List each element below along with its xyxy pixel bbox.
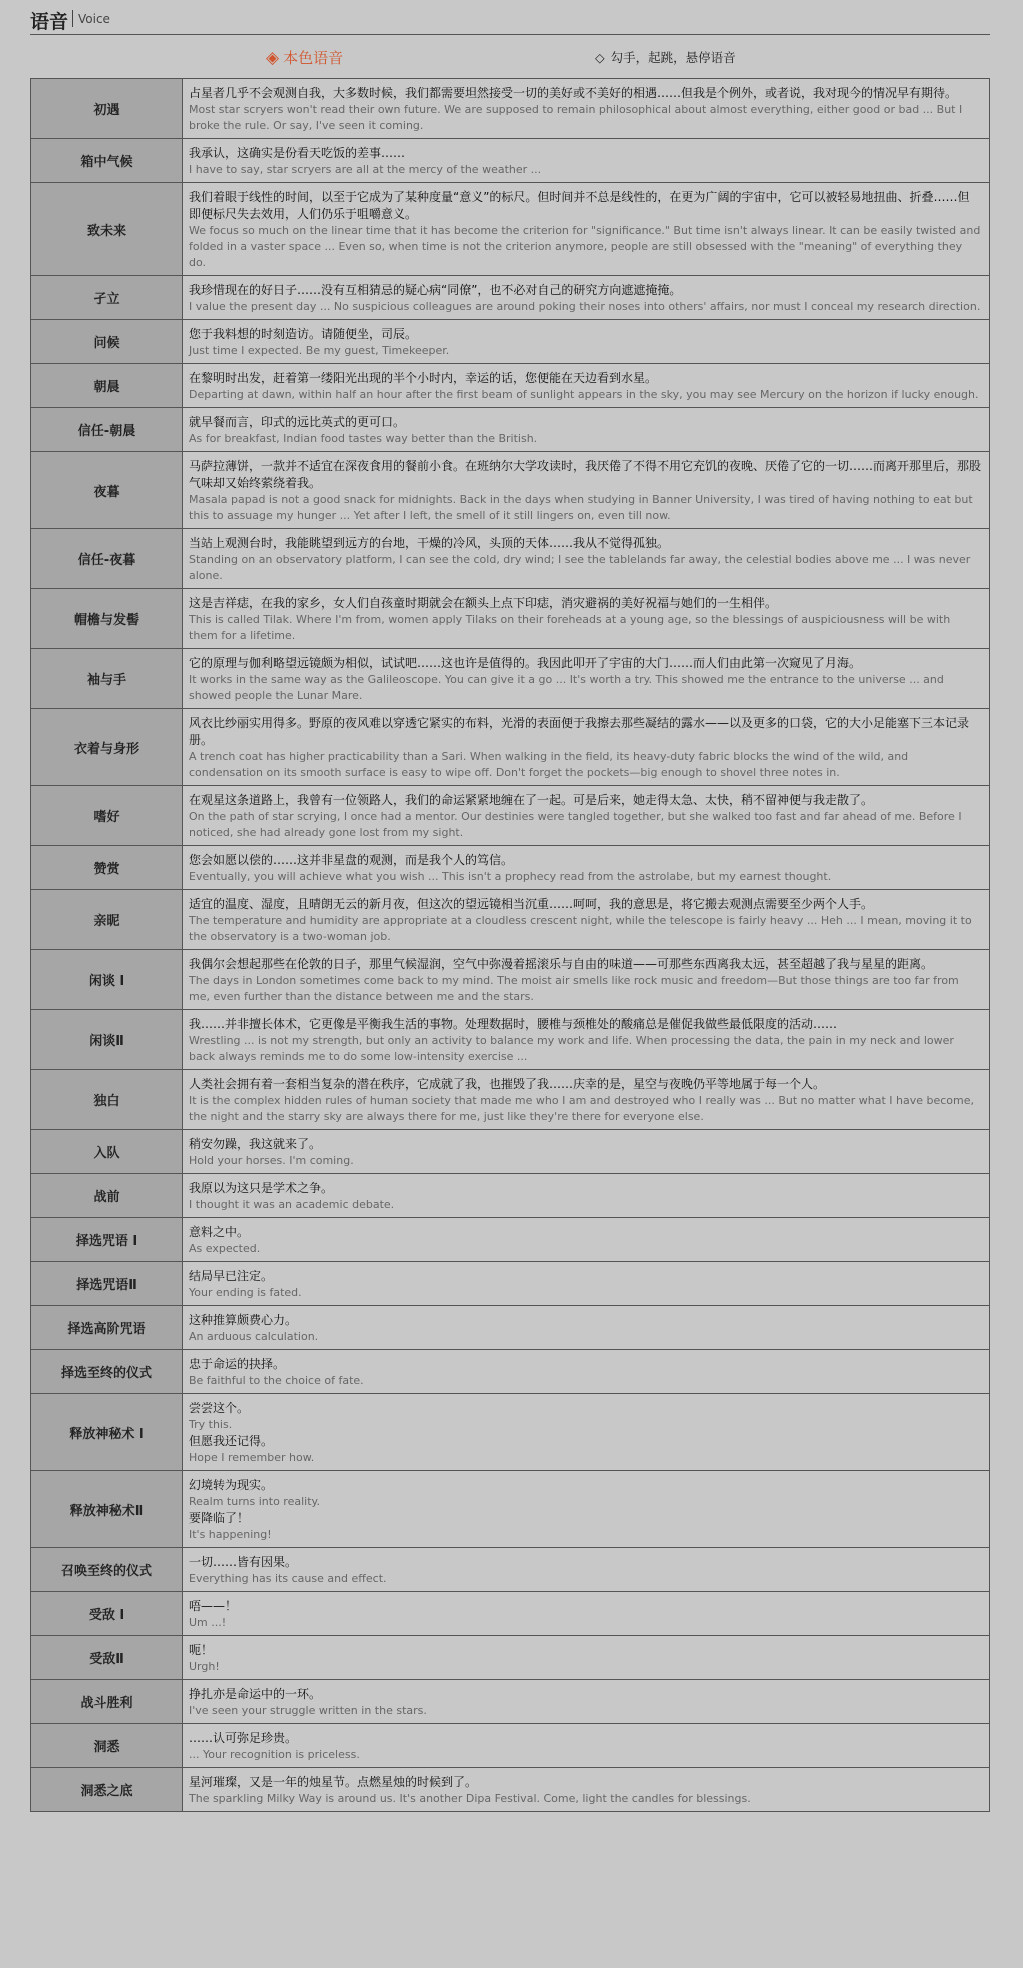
voice-line-en: Eventually, you will achieve what you wish ... This isn't a prophecy read from the astrolabe, but my earnest thought. (189, 870, 832, 883)
voice-line-en: I value the present day ... No suspicious colleagues are around poking their noses into others' affairs, nor must I conceal my research direction. (189, 300, 981, 313)
voice-label: 赞赏 (31, 846, 183, 890)
voice-label: 战斗胜利 (31, 1680, 183, 1724)
voice-line-en: Be faithful to the choice of fate. (189, 1374, 364, 1387)
voice-line-en: I thought it was an academic debate. (189, 1198, 395, 1211)
voice-row (31, 846, 990, 890)
voice-line-cn: 我承认，这确实是份看天吃饭的差事…… (189, 146, 406, 160)
voice-label: 袖与手 (31, 649, 183, 709)
voice-line-cn: 风衣比纱丽实用得多。野原的夜风难以穿透它紧实的布料，光滑的表面便于我擦去那些凝结的露水——以及更多的口袋，它的大小足能塞下三本记录册。 (189, 716, 970, 747)
voice-lines (183, 408, 990, 452)
voice-row (31, 786, 990, 846)
voice-label: 择选高阶咒语 (31, 1306, 183, 1350)
voice-label: 闲谈Ⅱ (31, 1010, 183, 1070)
voice-lines (183, 1174, 990, 1218)
voice-lines (183, 1350, 990, 1394)
voice-line-cn: 您会如愿以偿的……这并非星盘的观测，而是我个人的笃信。 (189, 853, 514, 867)
voice-line-cn: 意料之中。 (189, 1225, 250, 1239)
voice-row (31, 1010, 990, 1070)
voice-row (31, 408, 990, 452)
voice-row (31, 529, 990, 589)
voice-line-cn: 一切……皆有因果。 (189, 1555, 298, 1569)
voice-row (31, 709, 990, 786)
voice-lines (183, 1724, 990, 1768)
voice-label: 入队 (31, 1130, 183, 1174)
voice-line-cn: ……认可弥足珍贵。 (189, 1731, 298, 1745)
voice-lines (183, 1218, 990, 1262)
voice-lines (183, 709, 990, 786)
voice-row (31, 1350, 990, 1394)
voice-row (31, 1548, 990, 1592)
voice-row (31, 1218, 990, 1262)
voice-lines (183, 320, 990, 364)
voice-label: 朝晨 (31, 364, 183, 408)
voice-line-cn: 我珍惜现在的好日子……没有互相猜忌的疑心病“同僚”，也不必对自己的研究方向遮遮掩掩。 (189, 283, 682, 297)
voice-label: 信任-朝晨 (31, 408, 183, 452)
voice-label: 衣着与身形 (31, 709, 183, 786)
voice-lines (183, 79, 990, 139)
voice-line-en: Hold your horses. I'm coming. (189, 1154, 354, 1167)
voice-line-cn: 尝尝这个。 (189, 1401, 250, 1415)
voice-lines (183, 846, 990, 890)
section-subtitle: Voice (78, 12, 110, 26)
voice-lines (183, 529, 990, 589)
voice-label: 释放神秘术Ⅱ (31, 1471, 183, 1548)
voice-line-cn: 这种推算颇费心力。 (189, 1313, 298, 1327)
voice-line-en: Departing at dawn, within half an hour after the first beam of sunlight appears in the sky, you may see Mercury on the horizon if lucky enough. (189, 388, 979, 401)
voice-line-cn: 我……并非擅长体术，它更像是平衡我生活的事物。处理数据时，腰椎与颈椎处的酸痛总是催促我做些最低限度的活动…… (189, 1017, 838, 1031)
voice-line-cn: 我偶尔会想起那些在伦敦的日子，那里气候湿润，空气中弥漫着摇滚乐与自由的味道——可那些东西离我太远，甚至超越了我与星星的距离。 (189, 957, 934, 971)
voice-line-en: A trench coat has higher practicability than a Sari. When walking in the field, its heavy-duty fabric blocks the wind of the wild, and condensation on its smooth surface is easy to wipe off. Don't forget the pockets—big enough to shovel three notes in. (189, 750, 909, 779)
voice-line-en: The temperature and humidity are appropriate at a cloudless crescent night, while the telescope is fairly heavy ... Heh ... I mean, moving it to the observatory is a two-woman job. (189, 914, 972, 943)
voice-lines (183, 1262, 990, 1306)
voice-line-en: This is called Tilak. Where I'm from, women apply Tilaks on their foreheads at a young age, so the blessings of auspiciousness will be with them for a lifetime. (189, 613, 951, 642)
voice-label: 洞悉 (31, 1724, 183, 1768)
voice-line-en: It works in the same way as the Galileoscope. You can give it a go ... It's worth a try. This showed me the entrance to the universe ... and showed people the Lunar Mare. (189, 673, 944, 702)
voice-lines (183, 1471, 990, 1548)
voice-label: 亲昵 (31, 890, 183, 950)
voice-line-en: On the path of star scrying, I once had a mentor. Our destinies were tangled together, but she walked too fast and far ahead of me. Before I noticed, she had already gone lost from my sight. (189, 810, 962, 839)
voice-row (31, 589, 990, 649)
voice-label: 致未来 (31, 183, 183, 276)
voice-line-cn: 唔——！ (189, 1599, 238, 1613)
voice-lines (183, 452, 990, 529)
voice-lines (183, 950, 990, 1010)
tab-action-voice[interactable] (595, 48, 736, 66)
voice-lines (183, 139, 990, 183)
voice-label: 信任-夜暮 (31, 529, 183, 589)
voice-row (31, 276, 990, 320)
voice-lines (183, 1070, 990, 1130)
voice-line-cn: 占星者几乎不会观测自我，大多数时候，我们都需要坦然接受一切的美好或不美好的相遇……但我是个例外，或者说，我对现今的情况早有期待。 (189, 86, 958, 100)
voice-line-cn: 这是吉祥痣，在我的家乡，女人们自孩童时期就会在额头上点下印痣，消灾避祸的美好祝福与她们的一生相伴。 (189, 596, 778, 610)
voice-lines (183, 1130, 990, 1174)
voice-label: 择选咒语 I (31, 1218, 183, 1262)
voice-line-en: As for breakfast, Indian food tastes way better than the British. (189, 432, 538, 445)
voice-lines (183, 1636, 990, 1680)
voice-line-en: Um ...! (189, 1616, 227, 1629)
voice-row (31, 950, 990, 1010)
voice-line-en: Hope I remember how. (189, 1451, 315, 1464)
voice-label: 帽檐与发髻 (31, 589, 183, 649)
voice-row (31, 1174, 990, 1218)
voice-line-en: I have to say, star scryers are all at the mercy of the weather ... (189, 163, 542, 176)
voice-line-cn: 就早餐而言，印式的远比英式的更可口。 (189, 415, 406, 429)
voice-line-cn: 星河璀璨，又是一年的烛星节。点燃星烛的时候到了。 (189, 1775, 478, 1789)
voice-row (31, 364, 990, 408)
voice-line-en: I've seen your struggle written in the stars. (189, 1704, 427, 1717)
voice-row (31, 890, 990, 950)
title-divider (72, 10, 73, 27)
voice-line-cn: 我原以为这只是学术之争。 (189, 1181, 334, 1195)
voice-row (31, 1768, 990, 1812)
voice-row (31, 1724, 990, 1768)
voice-lines (183, 786, 990, 846)
voice-line-cn: 结局早已注定。 (189, 1269, 274, 1283)
voice-row (31, 1130, 990, 1174)
voice-line-en: We focus so much on the linear time that it has become the criterion for "significance." But time isn't always linear. It can be easily twisted and folded in a vaster space ... Even so, when time is not the criterion anymore, people are still obsessed with the "meaning" of everything they do. (189, 224, 981, 269)
voice-label: 战前 (31, 1174, 183, 1218)
voice-line-cn: 要降临了！ (189, 1511, 250, 1525)
voice-lines (183, 276, 990, 320)
voice-line-cn: 在观星这条道路上，我曾有一位领路人，我们的命运紧紧地缠在了一起。可是后来，她走得太急、太快，稍不留神便与我走散了。 (189, 793, 874, 807)
voice-lines (183, 1548, 990, 1592)
voice-line-en: Masala papad is not a good snack for midnights. Back in the days when studying in Banner University, I was tired of having nothing to eat but this to assuage my hunger ... Yet after I left, the smell of it still lingers on, even till now. (189, 493, 973, 522)
voice-line-en: The days in London sometimes come back to my mind. The moist air smells like rock music and freedom—But those things are too far from me, even further than the distance between me and the stars. (189, 974, 959, 1003)
voice-line-en: As expected. (189, 1242, 261, 1255)
voice-lines (183, 1306, 990, 1350)
voice-line-en: The sparkling Milky Way is around us. It's another Dipa Festival. Come, light the candles for blessings. (189, 1792, 751, 1805)
voice-line-en: Standing on an observatory platform, I can see the cold, dry wind; I see the tablelands far away, the celestial bodies above me ... I was never alone. (189, 553, 971, 582)
voice-row (31, 1306, 990, 1350)
voice-line-cn: 呃！ (189, 1643, 214, 1657)
voice-line-cn: 在黎明时出发，赶着第一缕阳光出现的半个小时内，幸运的话，您便能在天边看到水星。 (189, 371, 658, 385)
voice-label: 受敌Ⅱ (31, 1636, 183, 1680)
voice-line-en: It's happening! (189, 1528, 272, 1541)
section-header (30, 0, 990, 35)
voice-lines (183, 649, 990, 709)
voice-row (31, 1471, 990, 1548)
voice-label: 夜暮 (31, 452, 183, 529)
voice-line-en: Urgh! (189, 1660, 220, 1673)
voice-label: 释放神秘术 I (31, 1394, 183, 1471)
voice-label: 受敌 I (31, 1592, 183, 1636)
voice-lines (183, 1768, 990, 1812)
voice-row (31, 139, 990, 183)
voice-line-cn: 适宜的温度、湿度，且晴朗无云的新月夜，但这次的望远镜相当沉重……呵呵，我的意思是，将它搬去观测点需要至少两个人手。 (189, 897, 874, 911)
voice-lines (183, 890, 990, 950)
voice-line-cn: 忠于命运的抉择。 (189, 1357, 286, 1371)
voice-tabs (30, 35, 990, 78)
tab-native-voice[interactable] (266, 47, 343, 68)
voice-line-cn: 它的原理与伽利略望远镜颇为相似，试试吧……这也许是值得的。我因此叩开了宇宙的大门……而人们由此第一次窥见了月海。 (189, 656, 862, 670)
voice-lines (183, 1394, 990, 1471)
voice-line-cn: 挣扎亦是命运中的一环。 (189, 1687, 322, 1701)
diamond-filled-icon: ◈ (266, 47, 280, 68)
voice-lines (183, 183, 990, 276)
voice-row (31, 320, 990, 364)
voice-row (31, 1262, 990, 1306)
tab-action-voice-label: 勾手，起跳，悬停语音 (610, 50, 736, 65)
voice-table (30, 78, 990, 1812)
voice-line-cn: 但愿我还记得。 (189, 1434, 274, 1448)
voice-row (31, 1636, 990, 1680)
voice-line-cn: 幻境转为现实。 (189, 1478, 274, 1492)
voice-label: 问候 (31, 320, 183, 364)
voice-row (31, 452, 990, 529)
voice-label: 独白 (31, 1070, 183, 1130)
voice-line-en: Most star scryers won't read their own future. We are supposed to remain philosophical about almost everything, either good or bad ... But I broke the rule. Or say, I've seen it coming. (189, 103, 963, 132)
voice-row (31, 1070, 990, 1130)
voice-label: 洞悉之底 (31, 1768, 183, 1812)
voice-row (31, 1394, 990, 1471)
voice-line-en: Realm turns into reality. (189, 1495, 320, 1508)
voice-line-en: An arduous calculation. (189, 1330, 319, 1343)
voice-line-en: Everything has its cause and effect. (189, 1572, 387, 1585)
voice-lines (183, 364, 990, 408)
voice-label: 召唤至终的仪式 (31, 1548, 183, 1592)
voice-lines (183, 589, 990, 649)
voice-line-cn: 人类社会拥有着一套相当复杂的潜在秩序，它成就了我，也摧毁了我……庆幸的是，星空与夜晚仍平等地属于每一个人。 (189, 1077, 826, 1091)
tab-native-voice-label: 本色语音 (283, 49, 344, 67)
voice-row (31, 1592, 990, 1636)
voice-row (31, 183, 990, 276)
voice-row (31, 79, 990, 139)
voice-line-en: It is the complex hidden rules of human society that made me who I am and destroyed who I really was ... But no matter what I have become, the night and the starry sky are always there for me, just like they're there for everyone else. (189, 1094, 974, 1123)
voice-page (30, 0, 990, 1812)
voice-line-en: Try this. (189, 1418, 233, 1431)
diamond-outline-icon: ◇ (595, 49, 605, 65)
voice-line-cn: 我们着眼于线性的时间，以至于它成为了某种度量“意义”的标尺。但时间并不总是线性的，在更为广阔的宇宙中，它可以被轻易地扭曲、折叠……但即便标尺失去效用，人们仍乐于咀嚼意义。 (189, 190, 970, 221)
voice-line-en: Wrestling ... is not my strength, but only an activity to balance my work and life. When processing the data, the pain in my neck and lower back always reminds me to do some low-intensity exercise ... (189, 1034, 954, 1063)
voice-label: 择选至终的仪式 (31, 1350, 183, 1394)
voice-line-cn: 您于我料想的时刻造访。请随便坐，司辰。 (189, 327, 418, 341)
voice-label: 箱中气候 (31, 139, 183, 183)
voice-line-cn: 稍安勿躁，我这就来了。 (189, 1137, 322, 1151)
voice-label: 初遇 (31, 79, 183, 139)
voice-label: 择选咒语Ⅱ (31, 1262, 183, 1306)
voice-line-en: Just time I expected. Be my guest, Timekeeper. (189, 344, 450, 357)
voice-line-en: Your ending is fated. (189, 1286, 302, 1299)
voice-row (31, 649, 990, 709)
voice-lines (183, 1010, 990, 1070)
voice-row (31, 1680, 990, 1724)
section-title: 语音 (30, 11, 69, 33)
voice-label: 嗜好 (31, 786, 183, 846)
voice-line-en: ... Your recognition is priceless. (189, 1748, 360, 1761)
voice-label: 闲谈 I (31, 950, 183, 1010)
voice-lines (183, 1592, 990, 1636)
voice-line-cn: 马萨拉薄饼，一款并不适宜在深夜食用的餐前小食。在班纳尔大学攻读时，我厌倦了不得不用它充饥的夜晚、厌倦了它的一切……而离开那里后，那股气味却又始终萦绕着我。 (189, 459, 982, 490)
voice-label: 孑立 (31, 276, 183, 320)
voice-lines (183, 1680, 990, 1724)
voice-line-cn: 当站上观测台时，我能眺望到远方的台地，干燥的冷风，头顶的天体……我从不觉得孤独。 (189, 536, 670, 550)
